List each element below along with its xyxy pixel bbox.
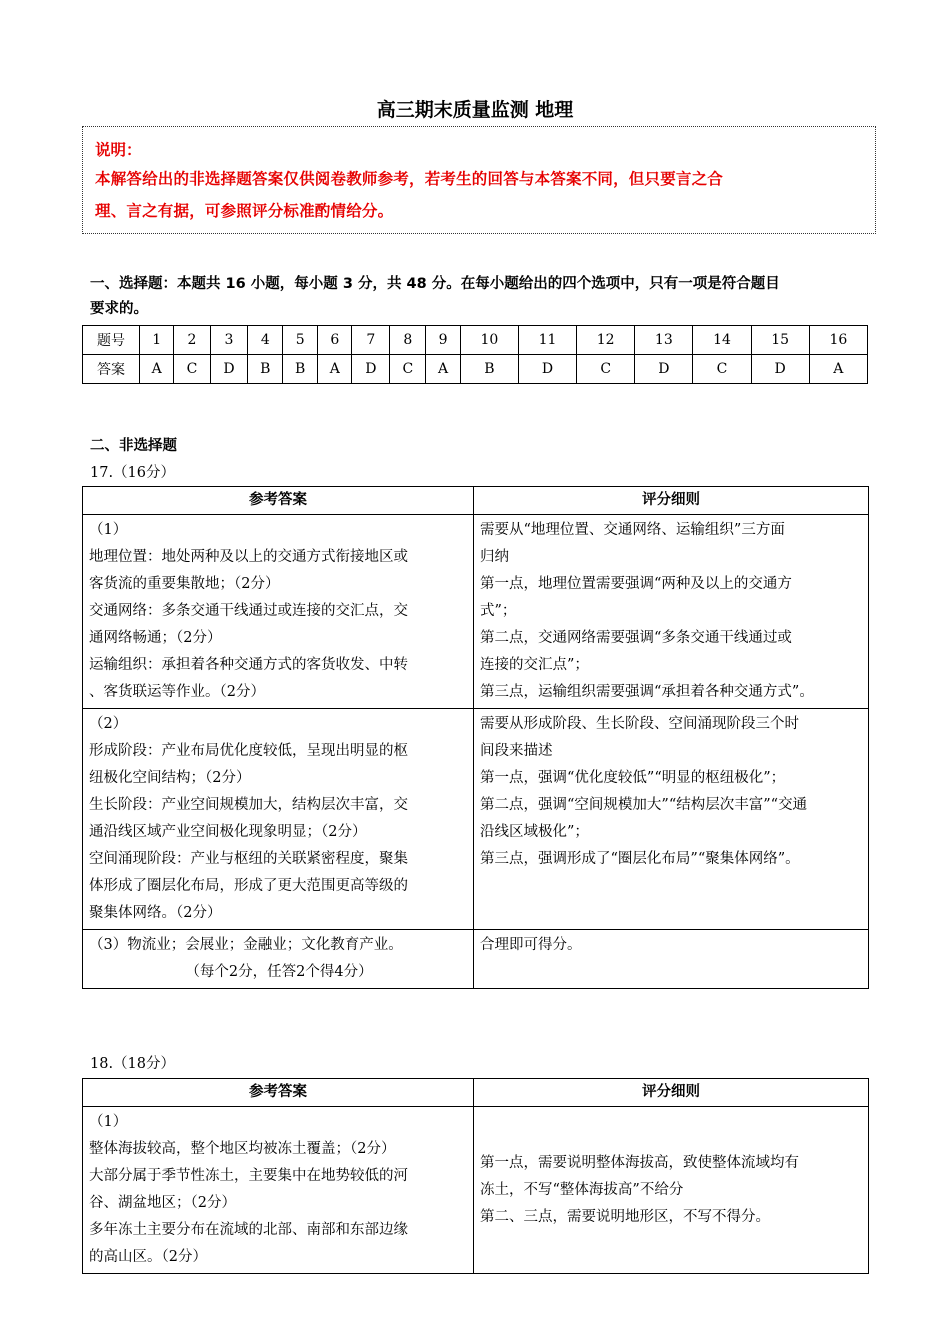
answer-line: 纽极化空间结构；（2分） bbox=[89, 770, 251, 786]
q17-part2-rules bbox=[474, 709, 869, 930]
q17-part1-rules bbox=[474, 515, 869, 709]
answer-cell: A bbox=[426, 355, 460, 384]
notice-line: 本解答给出的非选择题答案仅供阅卷教师参考，若考生的回答与本答案不同，但只要言之合 bbox=[95, 170, 724, 188]
answer-line: 、客货联运等作业。（2分） bbox=[89, 684, 265, 700]
q18-header-row bbox=[83, 1079, 869, 1107]
answer-line: 运输组织：承担着各种交通方式的客货收发、中转 bbox=[89, 657, 408, 673]
answer-line: 生长阶段：产业空间规模加大，结构层次丰富，交 bbox=[89, 797, 408, 813]
row-label: 答案 bbox=[83, 355, 140, 384]
answer-cell: A bbox=[318, 355, 352, 384]
answer-line: 通网络畅通；（2分） bbox=[89, 630, 222, 646]
q17-part2-row bbox=[83, 709, 869, 930]
section1-heading bbox=[90, 272, 870, 322]
q17-part3-rules bbox=[474, 930, 869, 989]
question-number: 12 bbox=[577, 326, 635, 355]
question-number: 3 bbox=[210, 326, 248, 355]
question-number: 1 bbox=[140, 326, 174, 355]
question-number: 6 bbox=[318, 326, 352, 355]
question-number: 11 bbox=[518, 326, 576, 355]
q17-part3-row bbox=[83, 930, 869, 989]
question-number: 16 bbox=[809, 326, 867, 355]
q17-part1-answer bbox=[83, 515, 474, 709]
answer-line: 谷、湖盆地区；（2分） bbox=[89, 1195, 236, 1211]
answer-cell: A bbox=[140, 355, 174, 384]
answer-cell: B bbox=[248, 355, 283, 384]
answer-cell: C bbox=[693, 355, 751, 384]
rule-line: 第二点，强调“空间规模加大”“结构层次丰富”“交通 bbox=[480, 797, 808, 813]
notice-heading: 说明： bbox=[95, 141, 142, 159]
answer-cell: D bbox=[635, 355, 693, 384]
rule-line: 沿线区域极化”； bbox=[480, 824, 589, 840]
rule-line: 需要从形成阶段、生长阶段、空间涌现阶段三个时 bbox=[480, 716, 799, 732]
answer-cell: D bbox=[518, 355, 576, 384]
answer-cell: B bbox=[460, 355, 518, 384]
multiple-choice-table bbox=[82, 325, 868, 384]
rule-line: 式”； bbox=[480, 603, 517, 619]
row-label: 题号 bbox=[83, 326, 140, 355]
column-header-rules: 评分细则 bbox=[474, 1079, 869, 1107]
answer-line: （1） bbox=[89, 522, 128, 538]
rule-line: 第三点，运输组织需要强调“承担着各种交通方式”。 bbox=[480, 684, 814, 700]
q17-label: 17.（16分） bbox=[90, 465, 176, 481]
column-header-answer: 参考答案 bbox=[83, 1079, 474, 1107]
rule-line: 第一点，强调“优化度较低”“明显的枢纽极化”； bbox=[480, 770, 786, 786]
answer-line: （每个2分，任答2个得4分） bbox=[185, 964, 373, 980]
q17-part2-answer bbox=[83, 709, 474, 930]
rule-line: 第一点，需要说明整体海拔高，致使整体流域均有 bbox=[480, 1154, 799, 1171]
q17-table bbox=[82, 486, 869, 989]
answer-line: （3）物流业；会展业；金融业；文化教育产业。 bbox=[89, 937, 403, 953]
q18-part1-answer bbox=[83, 1107, 474, 1274]
notice-body bbox=[95, 163, 863, 227]
answer-row bbox=[83, 355, 868, 384]
rule-line: 冻土，不写“整体海拔高”不给分 bbox=[480, 1181, 684, 1198]
question-number: 7 bbox=[352, 326, 390, 355]
question-number: 9 bbox=[426, 326, 460, 355]
notice-box bbox=[82, 126, 876, 234]
question-number: 10 bbox=[460, 326, 518, 355]
answer-line: 多年冻土主要分布在流域的北部、南部和东部边缘 bbox=[89, 1222, 408, 1238]
question-number-row bbox=[83, 326, 868, 355]
question-number: 2 bbox=[174, 326, 210, 355]
rule-line: 归纳 bbox=[480, 549, 509, 565]
answer-line: 通沿线区域产业空间极化现象明显；（2分） bbox=[89, 824, 367, 840]
answer-line: （1） bbox=[89, 1114, 128, 1130]
question-number: 5 bbox=[283, 326, 318, 355]
section1-line: 一、选择题：本题共 16 小题，每小题 3 分，共 48 分。在每小题给出的四个选项中，只有一项是符合题目 bbox=[90, 276, 780, 292]
page-title: 高三期末质量监测 地理 bbox=[376, 99, 574, 121]
answer-cell: B bbox=[283, 355, 318, 384]
answer-line: 体形成了圈层化布局，形成了更大范围更高等级的 bbox=[89, 878, 408, 894]
section1-line: 要求的。 bbox=[90, 301, 148, 317]
answer-cell: C bbox=[390, 355, 426, 384]
answer-cell: D bbox=[352, 355, 390, 384]
q17-part1-row bbox=[83, 515, 869, 709]
answer-line: 整体海拔较高，整个地区均被冻土覆盖；（2分） bbox=[89, 1141, 396, 1157]
answer-cell: D bbox=[210, 355, 248, 384]
rule-line: 连接的交汇点”； bbox=[480, 657, 589, 673]
answer-line: 空间涌现阶段：产业与枢纽的关联紧密程度，聚集 bbox=[89, 851, 408, 867]
answer-line: 的高山区。（2分） bbox=[89, 1249, 207, 1265]
question-number: 15 bbox=[751, 326, 809, 355]
question-number: 13 bbox=[635, 326, 693, 355]
answer-cell: C bbox=[577, 355, 635, 384]
q18-part1-row bbox=[83, 1107, 869, 1274]
section2-heading: 二、非选择题 bbox=[90, 438, 177, 454]
answer-line: 聚集体网络。（2分） bbox=[89, 905, 222, 921]
question-number: 8 bbox=[390, 326, 426, 355]
answer-line: 形成阶段：产业布局优化度较低，呈现出明显的枢 bbox=[89, 743, 408, 759]
answer-cell: C bbox=[174, 355, 210, 384]
rule-line: 第二点，交通网络需要强调“多条交通干线通过或 bbox=[480, 630, 792, 646]
rule-line: 第三点，强调形成了“圈层化布局”“聚集体网络”。 bbox=[480, 851, 800, 867]
rule-line: 第一点，地理位置需要强调“两种及以上的交通方 bbox=[480, 576, 792, 592]
rule-line: 第二、三点，需要说明地形区，不写不得分。 bbox=[480, 1208, 770, 1225]
q17-header-row bbox=[83, 487, 869, 515]
column-header-answer: 参考答案 bbox=[83, 487, 474, 515]
question-number: 4 bbox=[248, 326, 283, 355]
answer-cell: D bbox=[751, 355, 809, 384]
q17-part3-answer bbox=[83, 930, 474, 989]
answer-line: 交通网络：多条交通干线通过或连接的交汇点，交 bbox=[89, 603, 408, 619]
answer-cell: A bbox=[809, 355, 867, 384]
q18-table bbox=[82, 1078, 869, 1274]
answer-line: 大部分属于季节性冻土，主要集中在地势较低的河 bbox=[89, 1168, 408, 1184]
column-header-rules: 评分细则 bbox=[474, 487, 869, 515]
rule-line: 间段来描述 bbox=[480, 743, 553, 759]
q18-label: 18.（18分） bbox=[90, 1056, 176, 1072]
question-number: 14 bbox=[693, 326, 751, 355]
rule-line: 需要从“地理位置、交通网络、运输组织”三方面 bbox=[480, 522, 785, 538]
answer-line: 客货流的重要集散地；（2分） bbox=[89, 576, 280, 592]
answer-line: 地理位置：地处两种及以上的交通方式衔接地区或 bbox=[89, 549, 408, 565]
rule-line: 合理即可得分。 bbox=[480, 937, 582, 953]
notice-line: 理、言之有据，可参照评分标准酌情给分。 bbox=[95, 202, 394, 220]
q18-part1-rules bbox=[474, 1107, 869, 1274]
answer-line: （2） bbox=[89, 716, 128, 732]
